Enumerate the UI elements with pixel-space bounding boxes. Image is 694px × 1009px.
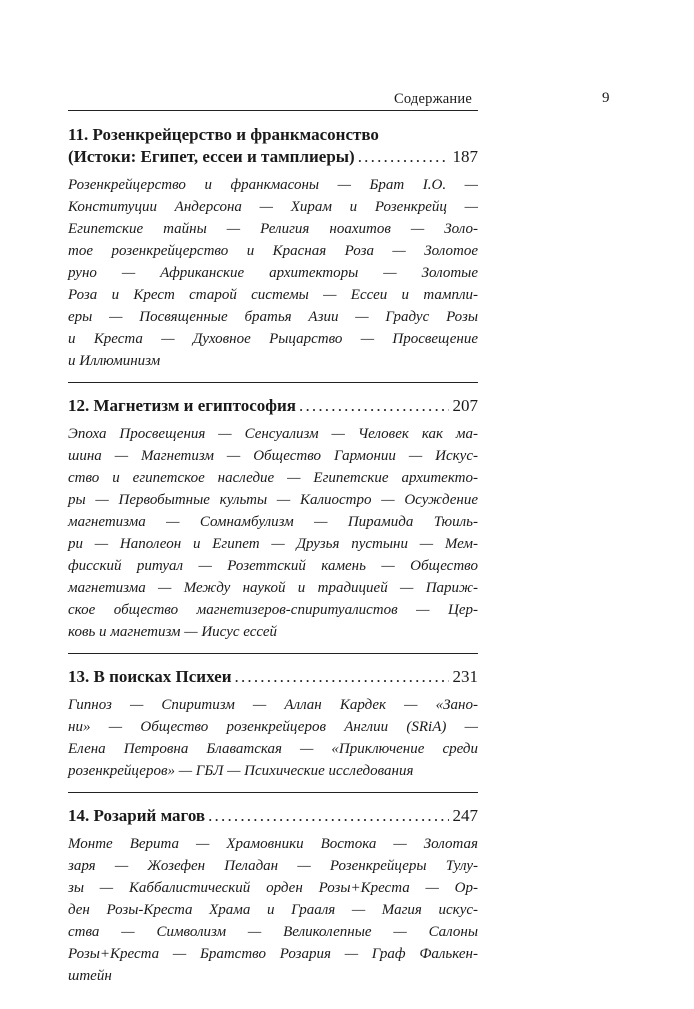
toc-description [68, 423, 478, 643]
toc-heading-row [68, 805, 478, 827]
desc-line: ни» — Общество розенкрейцеров Англии (SRiA) — [68, 719, 478, 735]
desc-line: и Креста — Духовное Рыцарство — Просвещение [68, 331, 478, 347]
toc-sections [68, 124, 478, 1009]
dot-leader [358, 146, 449, 168]
toc-heading [68, 124, 478, 168]
toc-heading-text: (Истоки: Египет, ессеи и тамплиеры) [68, 147, 355, 166]
desc-line: Гипноз — Спиритизм — Аллан Кардек — «Зано- [68, 697, 478, 713]
desc-line: еры — Посвященные братья Азии — Градус Розы [68, 309, 478, 325]
dot-leader [208, 805, 448, 827]
toc-page-ref: 247 [452, 806, 478, 825]
desc-line: розенкрейцеров» — ГБЛ — Психические исследования [68, 763, 414, 779]
desc-line: Эпоха Просвещения — Сенсуализм — Человек как ма- [68, 426, 478, 442]
toc-heading [68, 395, 478, 417]
desc-line: ри — Наполеон и Египет — Друзья пустыни — Мем- [68, 536, 478, 552]
toc-heading-text: 13. В поисках Психеи [68, 667, 232, 686]
page-number: 9 [602, 90, 610, 106]
desc-line: Розы+Креста — Братство Розария — Граф Фалькен- [68, 946, 478, 962]
desc-line: ское общество магнетизеров-спиритуалистов — Цер- [68, 602, 478, 618]
toc-section-11 [68, 124, 478, 383]
toc-heading-row [68, 395, 478, 417]
desc-line: руно — Африканские архитекторы — Золотые [68, 265, 478, 281]
desc-line: Елена Петровна Блаватская — «Приключение среди [68, 741, 478, 757]
desc-line: шина — Магнетизм — Общество Гармонии — Искус- [68, 448, 478, 464]
toc-heading-line: 11. Розенкрейцерство и франкмасонство [68, 125, 379, 144]
toc-description [68, 174, 478, 372]
toc-heading-text: 14. Розарий магов [68, 806, 206, 825]
desc-line: ры — Первобытные культы — Калиостро — Осуждение [68, 492, 478, 508]
desc-line: заря — Жозефен Пеладан — Розенкрейцеры Тулу- [68, 858, 478, 874]
desc-line: фисский ритуал — Розеттский камень — Общество [68, 558, 478, 574]
toc-section-12 [68, 395, 478, 654]
desc-line: Монте Верита — Храмовники Востока — Золотая [68, 836, 478, 852]
desc-line: магнетизма — Между наукой и традицией — Париж- [68, 580, 478, 596]
desc-line: ковь и магнетизм — Иисус ессей [68, 624, 278, 640]
running-head [68, 88, 478, 111]
running-title: Содержание [394, 91, 472, 107]
desc-line: ден Розы-Креста Храма и Грааля — Магия искус- [68, 902, 478, 918]
desc-line: Конституции Андерсона — Хирам и Розенкрейц — [68, 199, 478, 215]
desc-line: Розенкрейцерство и франкмасоны — Брат I.O. — [68, 177, 478, 193]
desc-line: Египетские тайны — Религия ноахитов — Золо- [68, 221, 478, 237]
desc-line: Роза и Крест старой системы — Ессеи и тампли- [68, 287, 478, 303]
toc-heading-text: 12. Магнетизм и египтософия [68, 396, 296, 415]
toc-page-ref: 187 [452, 147, 478, 166]
toc-page-ref: 231 [452, 667, 478, 686]
toc-section-13 [68, 666, 478, 793]
toc-section-14 [68, 805, 478, 997]
dot-leader [235, 666, 449, 688]
toc-description [68, 833, 478, 987]
desc-line: ства — Символизм — Великолепные — Салоны [68, 924, 478, 940]
desc-line: и Иллюминизм [68, 353, 161, 369]
desc-line: тое розенкрейцерство и Красная Роза — Золотое [68, 243, 478, 259]
desc-line: ство и египетское наследие — Египетские архитекто- [68, 470, 478, 486]
toc-description [68, 694, 478, 782]
book-page [68, 0, 628, 1001]
dot-leader [299, 395, 449, 417]
toc-heading [68, 805, 478, 827]
desc-line: зы — Каббалистический орден Розы+Креста — Ор- [68, 880, 478, 896]
toc-heading [68, 666, 478, 688]
toc-heading-row [68, 146, 478, 168]
toc-page-ref: 207 [452, 396, 478, 415]
desc-line: штейн [68, 968, 112, 984]
desc-line: магнетизма — Сомнамбулизм — Пирамида Тюиль- [68, 514, 478, 530]
toc-heading-row [68, 666, 478, 688]
